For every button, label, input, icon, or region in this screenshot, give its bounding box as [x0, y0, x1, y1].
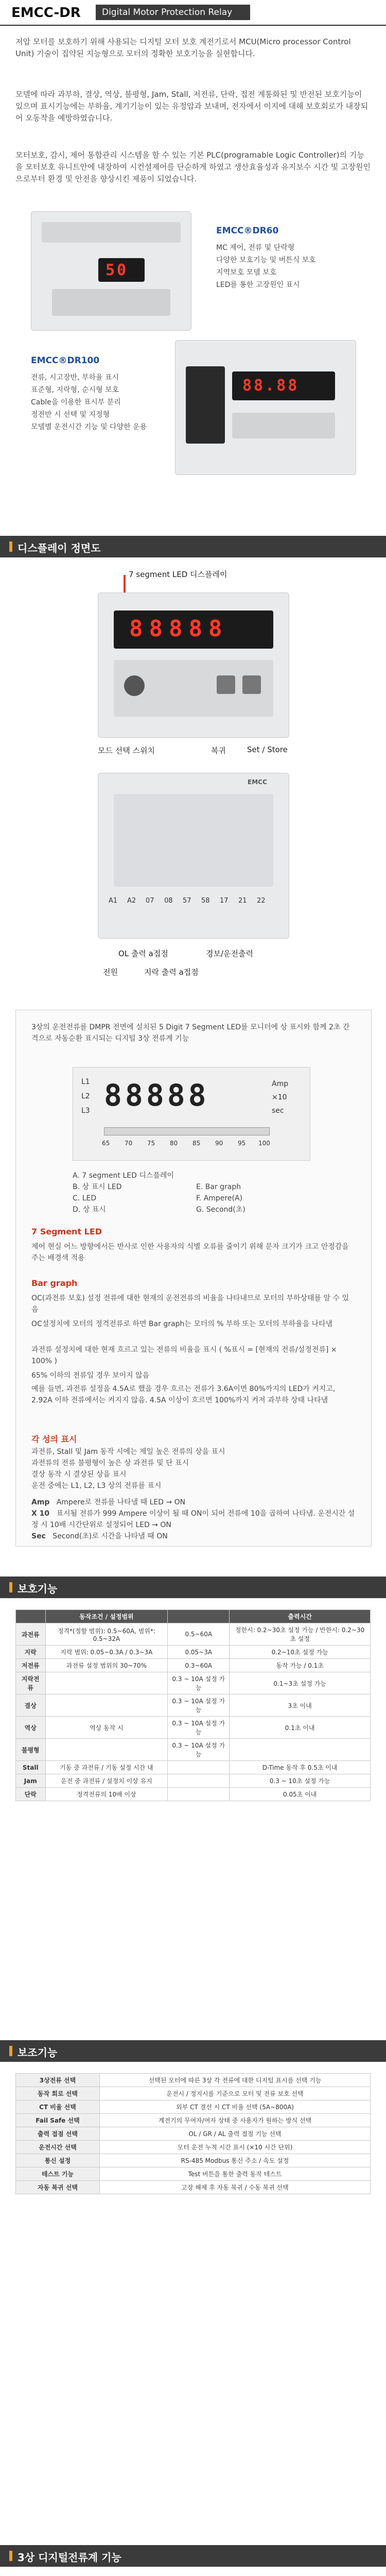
ground-output-label: 지락 출력 a접점	[144, 968, 199, 977]
unit-x10-desc: X 10 표시될 전류가 999 Ampere 이상이 될 때 ON이 되어 전류에 10을 곱하여 나타냄. 운전시간 설정 시 10배 시간단위로 설정되어 LED → ON	[31, 1510, 355, 1529]
terminal-08: 08	[164, 897, 173, 905]
bargraph-item-2: OC설정치에 모터의 정격전류로 하면 Bar graph는 모터의 % 부하 또는 모터의 부하율을 나타냄	[31, 1320, 333, 1328]
terminal-row	[109, 897, 278, 918]
rear-panel	[114, 794, 273, 887]
bar-tick-85: 85	[192, 1140, 201, 1147]
section-aux-functions	[0, 2040, 386, 2062]
table-row: 출력 접점 선택 OL / GR / AL 출력 접점 기능 선택	[16, 2127, 371, 2141]
led-diagram	[73, 1067, 310, 1161]
section-title: 보조기능	[17, 2046, 58, 2059]
terminal-a1: A1	[109, 897, 118, 905]
led-intro-text: 3상의 운전전류를 DMPR 전면에 설치된 5 Digit 7 Segment LED를 모니터에 상 표시와 함께 2초 간격으로 자동순환 표시되는 디지털 3상 전류계 기능	[31, 1023, 350, 1043]
table-row: 자동 복귀 선택 고장 해제 후 자동 복귀 / 수동 복귀 선택	[16, 2181, 371, 2194]
front-lcd	[114, 611, 273, 649]
terminal-17: 17	[220, 897, 229, 905]
unit-item-4: 운전 중에는 L1, L2, L3 상의 전류를 표시	[31, 1482, 162, 1490]
table-row: 불평형 0.3 ~ 10A 설정 가능	[16, 1739, 371, 1761]
reset-button[interactable]	[217, 675, 235, 694]
table-row: 저전류 과전류 설정 범위의 30~70% 0.3~60A 동작 가능 / 0.1초	[16, 1659, 371, 1672]
dr100-feature-2: 표준형, 지락형, 순시형 보호	[31, 386, 119, 394]
dr100-button-panel	[232, 413, 335, 438]
led-digits: 88888	[104, 1078, 209, 1113]
terminal-a2: A2	[127, 897, 136, 905]
bar-tick-90: 90	[215, 1140, 223, 1147]
unit-item-2: 과전류의 전류 불평형이 높은 상 과전류 및 단 표시	[31, 1459, 189, 1467]
led-legend	[73, 1170, 309, 1215]
legend-row: A. 7 segment LED 디스플레이	[73, 1172, 174, 1180]
intro-paragraph-2: 모델에 따라 과부하, 결상, 역상, 불평형, Jam, Stall, 저전류, 단락, 접전 계통화된 및 반전된 보호기능이 있으며 표시기능에는 부하율, 계기기능이 있는 유정압과 보내며, 전자에서 이지에 대해 보호회로가 내장되어 오동작을 예방하였습니다.	[15, 90, 369, 123]
model-name: EMCC-DR	[11, 5, 81, 21]
section-title: 디스플레이 정면도	[17, 542, 101, 554]
bar-tick-100: 100	[258, 1140, 270, 1147]
table-row: 통신 설정 RS-485 Modbus 통신 주소 / 속도 설정	[16, 2154, 371, 2167]
col-header: 동작조건 / 설정범위	[45, 1610, 168, 1623]
mode-switch-icon[interactable]	[124, 675, 145, 696]
intro-paragraph-3: 모터보호, 감시, 제어 통합관리 시스템을 할 수 있는 기본 PLC(programable Logic Controller)의 기능을 모터보호 유니트안에 내장하여 시컨셜제어를 단순하게 하였고 생산효율성과 유지보수 시간 및 고장원인으로부터 환경 및 안전을 향상시킨 제품이 되었습니다.	[15, 150, 371, 183]
section-marker	[9, 2046, 12, 2056]
dr100-feature-5: 모델별 운전시간 기능 및 다양한 운용	[31, 423, 147, 431]
mode-switch-label: 모드 선택 스위치	[98, 746, 155, 755]
dr100-side-unit	[186, 366, 225, 444]
phase-l3-label: L3	[81, 1107, 90, 1115]
reset-label: 복귀	[211, 746, 226, 755]
bargraph-item-4: 65% 이하의 전류일 경우 보이지 않음	[31, 1371, 150, 1380]
col-header	[16, 1610, 46, 1623]
bargraph-item-3: 과전류 설정치에 대한 현재 흐르고 있는 전류의 비율을 표시 ( %표시 = [현재의 전류/설정전류] × 100% )	[31, 1346, 337, 1365]
led-description-panel	[15, 1010, 372, 1547]
col-header	[168, 1610, 230, 1623]
unit-sec: sec	[272, 1107, 284, 1115]
legend-row: D. 상 표시 G. Second(초)	[73, 1206, 245, 1214]
power-label: 전원	[103, 968, 118, 977]
table-row: 테스트 기능 Test 버튼을 통한 출력 동작 테스트	[16, 2167, 371, 2181]
bargraph-heading: Bar graph	[31, 1278, 78, 1288]
legend-row: C. LED F. Ampere(A)	[73, 1194, 242, 1202]
table-row: 역상 역상 동작 시 0.3 ~ 10A 설정 가능 0.1초 이내	[16, 1717, 371, 1739]
dr100-display-value: 88.88	[242, 377, 300, 395]
section-marker	[9, 541, 12, 552]
aux-function-table	[15, 2073, 371, 2194]
table-row: 과전류 정격*(정할 범위): 0.5~60A, 범위*: 0.5~32A 0.5~60A 정한시: 0.2~30초 설정 가능 / 반한시: 0.2~30초 설정	[16, 1623, 371, 1646]
bar-tick-95: 95	[238, 1140, 246, 1147]
unit-amp-desc: Amp Ampere로 전류를 나타낼 때 LED → ON	[31, 1498, 186, 1506]
table-row: 지락 지락 범위: 0.05~0.3A / 0.3~3A 0.05~3A 0.2~10초 설정 가능	[16, 1646, 371, 1659]
table-row: 단락 정격전류의 10배 이상 0.05초 이내	[16, 1788, 371, 1801]
phase-l1-label: L1	[81, 1078, 90, 1086]
dr100-feature-4: 정전반 시 선택 및 지정형	[31, 411, 110, 419]
bar-tick-75: 75	[147, 1140, 155, 1147]
unit-heading: 각 성의 표시	[31, 1434, 77, 1444]
section-marker	[9, 1582, 12, 1592]
unit-x10: ×10	[272, 1093, 287, 1101]
dr60-display-value: 50	[106, 261, 129, 279]
table-row: 지락전류 0.3 ~ 10A 설정 가능 0.1~3초 설정 가능	[16, 1672, 371, 1694]
alarm-output-label: 경보/운전출력	[206, 949, 253, 958]
button-panel	[52, 289, 170, 316]
phase-l2-label: L2	[81, 1092, 90, 1100]
bar-graph	[104, 1127, 270, 1136]
intro-paragraph-1: 저압 모터를 보호하기 위해 사용되는 디지털 모터 보호 계전기로서 MCU(Micro processor Control Unit) 기술이 집약된 지능형으로 모터의 정확한 보호기능을 실현합니다.	[15, 37, 351, 58]
dr100-display	[232, 371, 335, 400]
page-header	[0, 0, 386, 26]
table-row: Fail Safe 선택 계전기의 무여자/여자 상태 중 사용자가 원하는 방식 선택	[16, 2114, 371, 2127]
dr100-feature-1: 전류, 시고장반, 부하율 표시	[31, 374, 119, 382]
front-device	[98, 592, 289, 738]
terminal-21: 21	[238, 897, 247, 905]
section-title: 3상 디지털전류계 기능	[17, 2551, 121, 2564]
terminal-57: 57	[183, 897, 191, 905]
front-lcd-value: 88888	[129, 616, 229, 642]
bargraph-item-5: 예를 들면, 과전류 설정을 4.5A로 했을 경우 흐르는 전류가 3.6A이면 80%까지의 LED가 켜지고, 2.92A 이하 전류에서는 켜지지 않음. 4.5A 이상이 흐르면 100%까지 켜져 과부하 상태 나타냄	[31, 1385, 336, 1404]
terminal-strip	[42, 222, 181, 243]
dr100-feature-3: Cable을 이용한 표시부 분리	[31, 398, 121, 406]
rear-device	[98, 773, 289, 939]
set-store-label: Set / Store	[247, 745, 288, 754]
col-header: 출력시간	[230, 1610, 371, 1623]
dr60-title: EMCC®DR60	[216, 226, 279, 236]
unit-item-3: 결상 동작 시 결상된 상을 표시	[31, 1470, 127, 1479]
front-button-area	[114, 660, 273, 717]
section-protection	[0, 1577, 386, 1598]
lcd-annotation: 7 segment LED 디스플레이	[129, 570, 227, 579]
table-row: 동작 회로 선택 운전시 / 정지시를 기준으로 모터 및 전류 보호 선택	[16, 2087, 371, 2100]
seg7-text: 제어 현실 어느 방향에서든 반사로 인한 사용자의 식별 오류를 줄이기 위해 문자 크기가 크고 안정감을 주는 배경색 적용	[31, 1243, 349, 1262]
dr60-display	[98, 258, 145, 282]
set-button[interactable]	[242, 675, 261, 694]
table-row: 운전시간 선택 모터 운전 누적 시간 표시 (×10 시간 단위)	[16, 2141, 371, 2154]
section-display-front	[0, 536, 386, 557]
dr60-feature-4: LED를 통한 고장원인 표시	[216, 281, 300, 289]
tagline: Digital Motor Protection Relay	[96, 5, 250, 20]
table-row: 3상전류 선택 선택된 모터에 따른 3상 각 전류에 대한 디지털 표시를 선택 기능	[16, 2074, 371, 2087]
dr100-title: EMCC®DR100	[31, 355, 100, 366]
bar-tick-70: 70	[125, 1140, 133, 1147]
bar-tick-80: 80	[170, 1140, 178, 1147]
protection-table	[15, 1609, 371, 1801]
seg7-heading: 7 Segment LED	[31, 1227, 102, 1236]
unit-amp: Amp	[272, 1080, 289, 1088]
bargraph-item-1: OC(과전류 보호) 설정 전류에 대한 현재의 운전전류의 비율을 나타내므로 모터의 부하상태를 알 수 있음	[31, 1294, 349, 1314]
section-three-phase	[0, 2545, 386, 2567]
dr100-device-image	[175, 340, 356, 475]
unit-sec-desc: Sec Second(초)로 시간을 나타낼 때 ON	[31, 1532, 168, 1540]
table-row: CT 비율 선택 외부 CT 결선 시 CT 비율 선택 (5A~800A)	[16, 2100, 371, 2114]
unit-item-1: 과전류, Stall 및 Jam 동작 시에는 제일 높은 전류의 상을 표시	[31, 1448, 225, 1456]
terminal-58: 58	[201, 897, 210, 905]
table-row: Jam 운전 중 과전류 / 설정치 이상 유지 0.3 ~ 10초 설정 가능	[16, 1774, 371, 1788]
device-brand: EMCC	[248, 778, 267, 786]
section-marker	[9, 2551, 12, 2561]
ol-output-label: OL 출력 a접점	[118, 949, 168, 958]
bar-tick-65: 65	[102, 1140, 110, 1147]
dr60-feature-1: MC 제어, 전류 및 단락형	[216, 244, 295, 252]
table-row: 결상 0.3 ~ 10A 설정 가능 3초 이내	[16, 1694, 371, 1717]
dr60-feature-2: 다양한 보호기능 및 버튼식 보호	[216, 256, 316, 264]
dr60-feature-3: 지역보호 모델 보호	[216, 268, 277, 277]
terminal-07: 07	[146, 897, 154, 905]
dr60-device-image	[31, 211, 191, 331]
terminal-22: 22	[257, 897, 266, 905]
table-row: Stall 기동 중 과전류 / 기동 설정 시간 내 D-Time 동작 후 0.5초 이내	[16, 1761, 371, 1774]
legend-row: B. 상 표시 LED E. Bar graph	[73, 1183, 241, 1191]
section-title: 보호기능	[17, 1583, 58, 1595]
